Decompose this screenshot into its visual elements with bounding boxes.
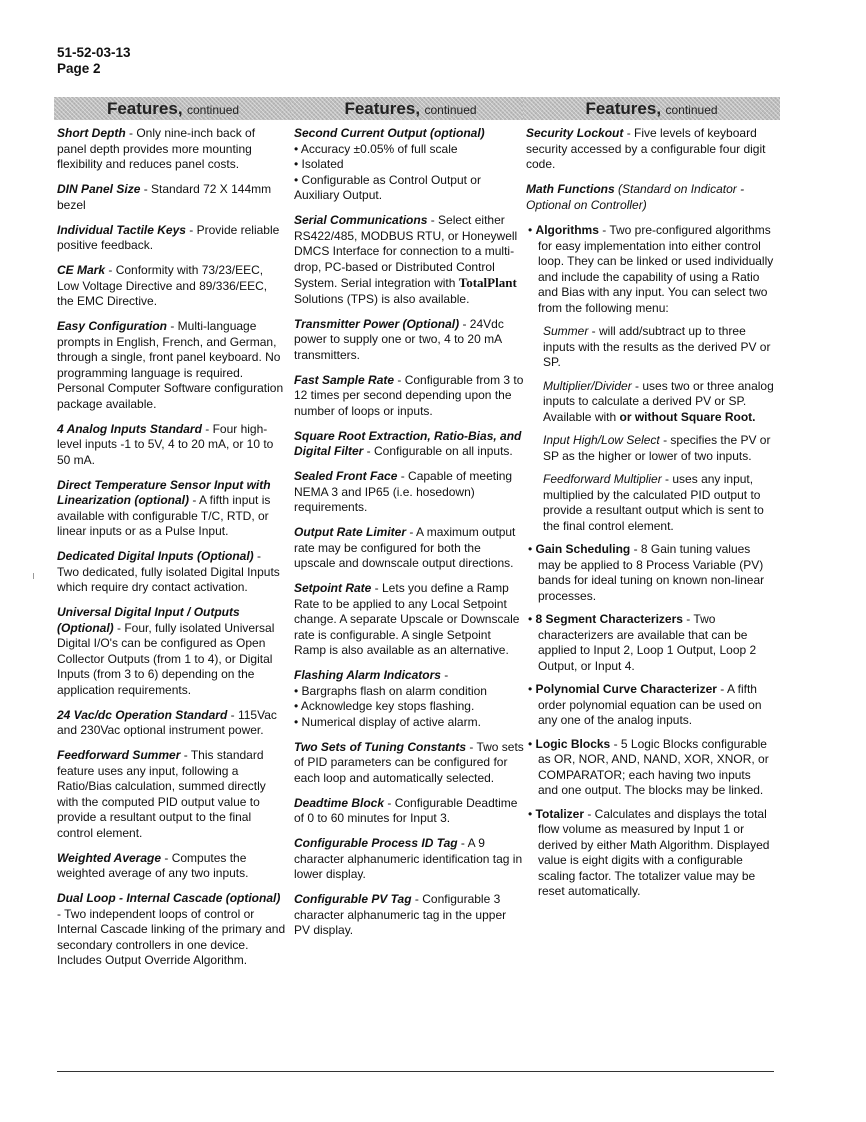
feature-output-rate-limiter: Output Rate Limiter - A maximum output rate may be configured for both the upscale and downscale output directions. (294, 525, 516, 570)
feature-tuning-constants: Two Sets of Tuning Constants - Two sets of PID parameters can be configured for each loop and automatically selected. (294, 739, 524, 785)
feature-second-output: Second Current Output (optional) • Accuracy ±0.05% of full scale • Isolated • Configurable as Control Output or Auxiliary Output. (294, 126, 524, 204)
feature-fast-sample-rate: Fast Sample Rate - Configurable from 3 to 12 times per second depending upon the number of loops or inputs. (294, 372, 524, 418)
list-item: • Configurable as Control Output or Auxiliary Output. (294, 172, 481, 202)
feature-dual-loop: Dual Loop - Internal Cascade (optional) - Two independent loops of control or Internal Cascade linking of the primary and secondary controllers in one device. Includes Output Override Algorithm. (57, 891, 286, 967)
feature-easy-configuration: Easy Configuration - Multi-language prompts in English, French, and German, through a single, front panel keyboard. No programming language is required. Personal Computer Software configuration package available. (57, 319, 284, 411)
footer-rule (57, 1071, 774, 1072)
feature-deadtime-block: Deadtime Block - Configurable Deadtime of 0 to 60 minutes for Input 3. (294, 795, 518, 825)
feature-temperature-sensor: Direct Temperature Sensor Input with Linearization (optional) - A fifth input is available with configurable T/C, RTD, or linear inputs or as a Pulse Input. (57, 477, 271, 538)
page-label: Page 2 (57, 61, 101, 76)
feature-weighted-average: Weighted Average - Computes the weighted average of any two inputs. (57, 850, 249, 880)
column-3 (526, 97, 774, 908)
feature-polynomial-characterizer: • Polynomial Curve Characterizer - A fifth order polynomial equation can be used on any one of the analog inputs. (528, 682, 762, 727)
brand-totalplant: TotalPlant (458, 275, 517, 290)
feature-analog-inputs: 4 Analog Inputs Standard - Four high-level inputs -1 to 5V, 4 to 20 mA, or 10 to 50 mA. (57, 421, 274, 467)
list-item: • Numerical display of active alarm. (294, 714, 481, 729)
algorithm-feedforward-multiplier: Feedforward Multiplier - uses any input, multiplied by the calculated PID output to provide a resultant output which is sent to the final control element. (543, 472, 764, 533)
feature-short-depth: Short Depth - Only nine-inch back of panel depth provides more mounting flexibility and reduces panel costs. (57, 126, 256, 171)
doc-number: 51-52-03-13 (57, 45, 131, 60)
list-item: • Acknowledge key stops flashing. (294, 699, 475, 713)
section-header: Features, continued (54, 97, 292, 120)
feature-process-id-tag: Configurable Process ID Tag - A 9 character alphanumeric identification tag in lower display. (294, 836, 523, 881)
feature-segment-characterizers: • 8 Segment Characterizers - Two characterizers are available that can be applied to Input 2, Loop 1 Output, Loop 2 Output, or Input 4. (528, 612, 757, 673)
feature-serial-communications: Serial Communications - Select either RS422/485, MODBUS RTU, or Honeywell DMCS Interface for connection to a multi-drop, PC-based or Distributed Control System. Serial integration with TotalPlant Solutions (TPS) is also available. (294, 213, 518, 306)
feature-24v-operation: 24 Vac/dc Operation Standard - 115Vac and 230Vac optional instrument power. (57, 707, 277, 737)
feature-gain-scheduling: • Gain Scheduling - 8 Gain tuning values may be applied to 8 Process Variable (PV) bands for ideal tuning on known non-linear processes. (528, 542, 765, 603)
margin-mark (33, 573, 34, 579)
feature-feedforward-summer: Feedforward Summer - This standard feature uses any input, following a Ratio/Bias calculation, summed directly with the computed PID output value to provide a resultant output to the final control element. (57, 748, 266, 840)
feature-square-root: Square Root Extraction, Ratio-Bias, and Digital Filter - Configurable on all inputs. (294, 428, 522, 458)
feature-math-functions: Math Functions (Standard on Indicator - Optional on Controller) (526, 182, 745, 212)
algorithm-multiplier-divider: Multiplier/Divider - uses two or three analog inputs to calculate a derived PV or SP. Available with or without Square Root. (543, 378, 774, 424)
list-item: • Isolated (294, 157, 344, 171)
column-1 (57, 97, 286, 978)
list-item: • Bargraphs flash on alarm condition (294, 683, 487, 698)
feature-universal-io: Universal Digital Input / Outputs (Optional) - Four, fully isolated Universal Digital I/O's can be configured as Open Collector Outputs (from 1 to 4), or Digital Inputs (from 3 to 6) depending on the application requirements. (57, 605, 275, 697)
list-item: • Accuracy ±0.05% of full scale (294, 141, 458, 156)
feature-din-panel-size: DIN Panel Size - Standard 72 X 144mm bezel (57, 182, 272, 212)
feature-totalizer: • Totalizer - Calculates and displays the total flow volume as measured by Input 1 or derived by either Math Algorithm. Displayed value is eight digits with a configurable scaling factor. The totalizer value may be reset automatically. (528, 806, 770, 898)
feature-logic-blocks: • Logic Blocks - 5 Logic Blocks configurable as OR, NOR, AND, NAND, XOR, XNOR, or COMPARATOR; each having two inputs and one output. The blocks may be linked. (528, 736, 769, 797)
column-2 (294, 97, 524, 948)
feature-digital-inputs: Dedicated Digital Inputs (Optional) - Two dedicated, fully isolated Digital Inputs which require dry contact activation. (57, 549, 280, 594)
section-header: Features, continued (523, 97, 780, 120)
feature-flashing-alarm: Flashing Alarm Indicators - • Bargraphs flash on alarm condition • Acknowledge key stops flashing. • Numerical display of active alarm. (294, 668, 524, 730)
feature-pv-tag: Configurable PV Tag - Configurable 3 character alphanumeric tag in the upper PV display. (294, 892, 507, 937)
section-header: Features, continued (291, 97, 530, 120)
feature-tactile-keys: Individual Tactile Keys - Provide reliable positive feedback. (57, 222, 280, 252)
algorithm-input-high-low: Input High/Low Select - specifies the PV or SP as the higher or lower of two inputs. (543, 433, 771, 463)
feature-setpoint-rate: Setpoint Rate - Lets you define a Ramp Rate to be applied to any Local Setpoint change. A separate Upscale or Downscale rate is configurable. A single Setpoint Ramp is also available as an alternative. (294, 581, 520, 657)
feature-security-lockout: Security Lockout - Five levels of keyboard security accessed by a configurable four digit code. (526, 126, 766, 171)
document-header (57, 45, 131, 77)
feature-ce-mark: CE Mark - Conformity with 73/23/EEC, Low Voltage Directive and 89/336/EEC, the EMC Directive. (57, 263, 268, 308)
feature-sealed-front-face: Sealed Front Face - Capable of meeting NEMA 3 and IP65 (i.e. hosedown) requirements. (294, 469, 513, 514)
algorithm-summer: Summer - will add/subtract up to three inputs with the results as the derived PV or SP. (543, 324, 771, 369)
feature-transmitter-power: Transmitter Power (Optional) - 24Vdc power to supply one or two, 4 to 20 mA transmitters. (294, 316, 504, 362)
feature-algorithms: • Algorithms - Two pre-configured algorithms for easy implementation into either control loop. They can be linked or used individually and include the capability of using a Ratio and Bias with any input. You can select two from the following menu: (528, 223, 774, 315)
